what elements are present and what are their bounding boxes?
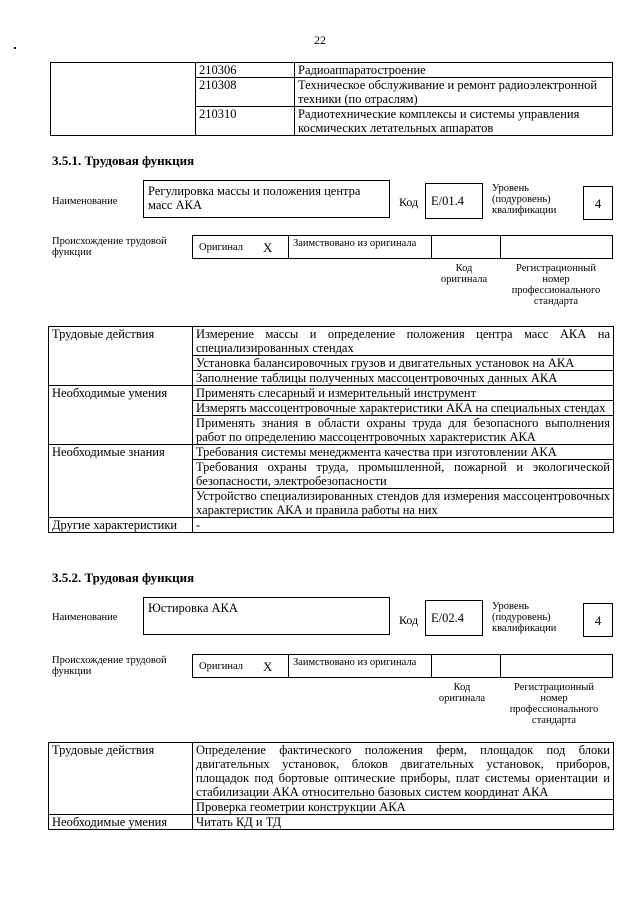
level-label: Уровень (подуровень) квалификации xyxy=(492,601,557,634)
row-label: Необходимые умения xyxy=(49,815,193,830)
original-mark: X xyxy=(263,659,273,674)
original-label: Оригинал xyxy=(199,242,243,253)
row-label: Необходимые знания xyxy=(49,445,193,518)
origin-label: Происхождение трудовой функции xyxy=(52,236,167,258)
divider xyxy=(431,236,432,258)
row-item: Применять слесарный и измерительный инструмент xyxy=(193,386,614,401)
divider xyxy=(431,655,432,677)
name-cell: Техническое обслуживание и ремонт радиоэлектронной техники (по отраслям) xyxy=(295,78,613,107)
row-label: Трудовые действия xyxy=(49,327,193,386)
origin-label: Происхождение трудовой функции xyxy=(52,655,167,677)
borrowed-label: Заимствовано из оригинала xyxy=(293,238,417,249)
row-item: Требования системы менеджмента качества при изготовлении АКА xyxy=(193,445,614,460)
scan-dot xyxy=(14,47,16,49)
function-name-box: Регулировка массы и положения центра масс АКА xyxy=(143,180,390,218)
code-label: Код xyxy=(399,613,419,627)
original-label: Оригинал xyxy=(199,661,243,672)
table-row xyxy=(51,63,613,78)
reg-number-label: Регистрационный номер профессионального стандарта xyxy=(511,263,601,307)
table-row xyxy=(49,518,614,533)
section-heading: 3.5.1. Трудовая функция xyxy=(52,153,195,168)
divider xyxy=(500,236,501,258)
empty-cell xyxy=(51,63,196,136)
table-row xyxy=(49,815,614,830)
row-label: Трудовые действия xyxy=(49,743,193,815)
table-row xyxy=(49,445,614,460)
name-label: Наименование xyxy=(52,196,118,207)
name-cell: Радиоаппаратостроение xyxy=(295,63,613,78)
original-mark: X xyxy=(263,240,273,255)
row-item: Определение фактического положения ферм, площадок под блоки двигательных установок, блоков двигательных установок, приборов, площадок под бортовые оптические приборы, плат системы ориентации и стабилизации АКА относительно базовых систем координат АКА xyxy=(193,743,614,800)
row-item: Измерять массоцентровочные характеристики АКА на специальных стендах xyxy=(193,401,614,416)
row-item: Читать КД и ТД xyxy=(193,815,614,830)
name-cell: Радиотехнические комплексы и системы управления космических летательных аппаратов xyxy=(295,107,613,136)
name-label: Наименование xyxy=(52,612,118,623)
row-item: - xyxy=(193,518,614,533)
row-item: Требования охраны труда, промышленной, пожарной и экологической безопасности, электробезопасности xyxy=(193,460,614,489)
function-code-box: E/02.4 xyxy=(425,600,483,636)
row-item: Заполнение таблицы полученных массоцентровочных данных АКА xyxy=(193,371,614,386)
code-cell: 210308 xyxy=(196,78,295,107)
level-box: 4 xyxy=(583,603,613,637)
level-label: Уровень (подуровень) квалификации xyxy=(492,183,557,216)
divider xyxy=(288,655,289,677)
level-box: 4 xyxy=(583,186,613,220)
code-cell: 210310 xyxy=(196,107,295,136)
divider xyxy=(288,236,289,258)
origin-box xyxy=(192,235,613,259)
function-code-box: E/01.4 xyxy=(425,183,483,219)
row-item: Измерение массы и определение положения центра масс АКА на специализированных стендах xyxy=(193,327,614,356)
section-heading: 3.5.2. Трудовая функция xyxy=(52,570,195,585)
function-details-table xyxy=(48,742,614,830)
row-item: Устройство специализированных стендов для измерения массоцентровочных характеристик АКА и правила работы на них xyxy=(193,489,614,518)
function-name-box: Юстировка АКА xyxy=(143,597,390,635)
code-cell: 210306 xyxy=(196,63,295,78)
table-row xyxy=(49,327,614,356)
row-label: Необходимые умения xyxy=(49,386,193,445)
orig-code-label: Код оригинала xyxy=(440,263,488,285)
borrowed-label: Заимствовано из оригинала xyxy=(293,657,417,668)
table-row xyxy=(49,743,614,800)
page-number: 22 xyxy=(314,33,326,47)
code-label: Код xyxy=(399,195,419,209)
orig-code-label: Код оригинала xyxy=(438,682,486,704)
reg-number-label: Регистрационный номер профессионального стандарта xyxy=(509,682,599,726)
table-row xyxy=(49,386,614,401)
divider xyxy=(500,655,501,677)
function-details-table xyxy=(48,326,614,533)
row-label: Другие характеристики xyxy=(49,518,193,533)
origin-box xyxy=(192,654,613,678)
row-item: Применять знания в области охраны труда для безопасного выполнения работ по определению массоцентровочных характеристик АКА xyxy=(193,416,614,445)
row-item: Установка балансировочных грузов и двигательных установок на АКА xyxy=(193,356,614,371)
row-item: Проверка геометрии конструкции АКА xyxy=(193,800,614,815)
education-codes-table xyxy=(50,62,613,136)
